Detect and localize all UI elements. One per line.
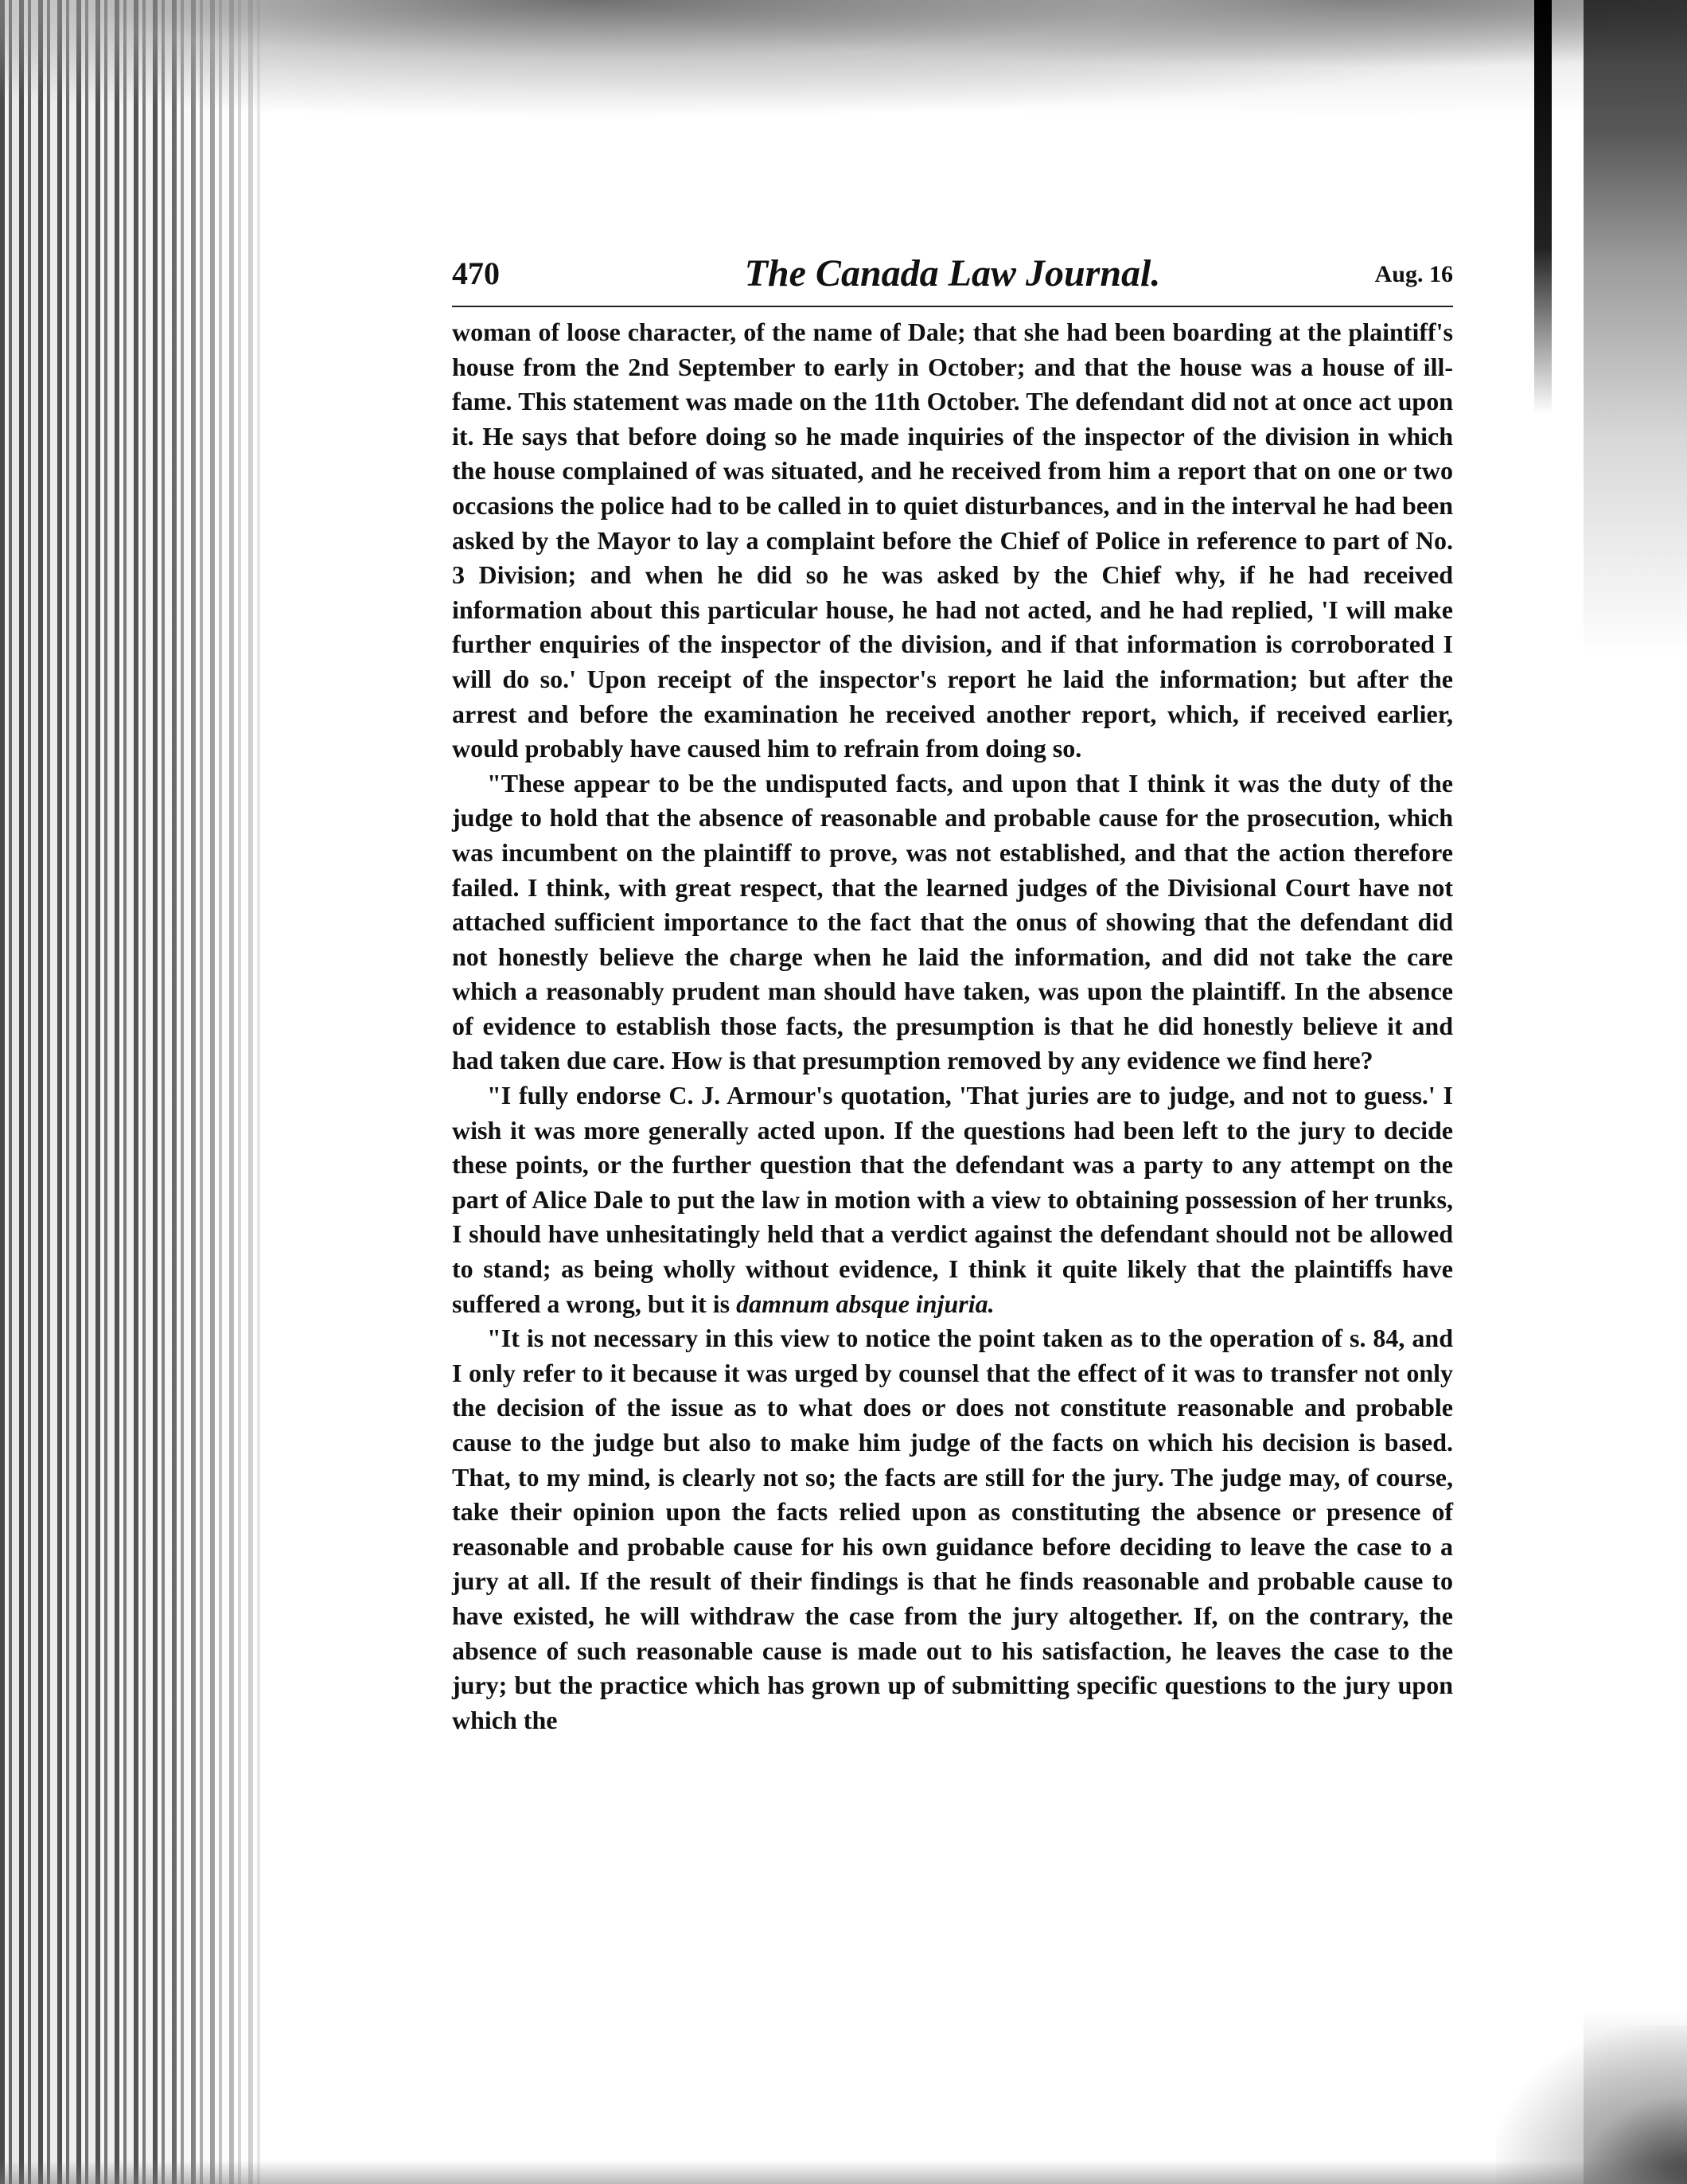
paragraph-4: "It is not necessary in this view to notice the point taken as to the operation of s. 84, and I only refer to it because it was urged by counsel that the effect of it was to transfer not only the decision of the issue as to what does or does not constitute reasonable and probable cause to the judge but also to make him judge of the facts on which his decision is based. That, to my mind, is clearly not so; the facts are still for the jury. The judge may, of course, take their opinion upon the facts relied upon as constituting the absence or presence of reasonable and probable cause for his own guidance before deciding to leave the case to a jury at all. If the result of their findings is that he finds reasonable and probable cause to have existed, he will withdraw the case from the jury altogether. If, on the contrary, the absence of such reasonable cause is made out to his satisfaction, he leaves the case to the jury; but the practice which has grown up of submitting specific questions to the jury upon which the (452, 1324, 1453, 1734)
page-number: 470 (452, 255, 500, 291)
scan-edge-top (0, 0, 1687, 119)
scan-edge-right-strip (1534, 0, 1552, 414)
paragraph-3 (452, 1078, 1453, 1321)
issue-date: Aug. 16 (1374, 261, 1453, 287)
paragraph-1: woman of loose character, of the name of Dale; that she had been boarding at the plaintiff's house from the 2nd September to early in October; and that the house was a house of ill-fame. This statement was made on the 11th October. The defendant did not at once act upon it. He says that before doing so he made inquiries of the inspector of the division in which the house complained of was situated, and he received from him a report that on one or two occasions the police had to be called in to quiet disturbances, and in the interval he had been asked by the Mayor to lay a complaint before the Chief of Police in reference to part of No. 3 Division; and when he did so he was asked by the Chief why, if he had received information about this particular house, he had not acted, and he had replied, 'I will make further enquiries of the inspector of the division, and if that information is corroborated I will do so.' Upon receipt of the inspector's report he laid the information; but after the arrest and before the examination he received another report, which, if received earlier, would probably have caused him to refrain from doing so. (452, 318, 1453, 763)
paragraph-2: "These appear to be the undisputed facts, and upon that I think it was the duty of the judge to hold that the absence of reasonable and probable cause for the prosecution, which was incumbent on the plaintiff to prove, was not established, and that the action therefore failed. I think, with great respect, that the learned judges of the Divisional Court have not attached sufficient importance to the fact that the onus of showing that the defendant did not honestly believe the charge when he laid the information, and did not take the care which a reasonably prudent man should have taken, was upon the plaintiff. In the absence of evidence to establish those facts, the presumption is that he did honestly believe it and had taken due care. How is that presumption removed by any evidence we find here? (452, 768, 1453, 1075)
scan-edge-right (1584, 0, 1687, 2184)
body-text (452, 315, 1453, 1737)
scan-edge-left-fade (159, 0, 286, 2184)
scan-edge-bottom (0, 2160, 1687, 2184)
running-head (452, 252, 1453, 307)
paragraph-3-text: "I fully endorse C. J. Armour's quotation, 'That juries are to judge, and not to guess.' I wish it was more generally acted upon. If the questions had been left to the jury to decide these points, or the further question that the defendant was a party to any attempt on the part of Alice Dale to put the law in motion with a view to obtaining possession of her trunks, I should have unhesitatingly held that a verdict against the defendant should not be allowed to stand; as being wholly without evidence, I think it quite likely that the plaintiffs have suffered a wrong, but it is (452, 1081, 1453, 1318)
journal-page (452, 252, 1453, 1737)
latin-phrase: damnum absque injuria. (736, 1289, 995, 1318)
journal-title: The Canada Law Journal. (744, 252, 1161, 294)
